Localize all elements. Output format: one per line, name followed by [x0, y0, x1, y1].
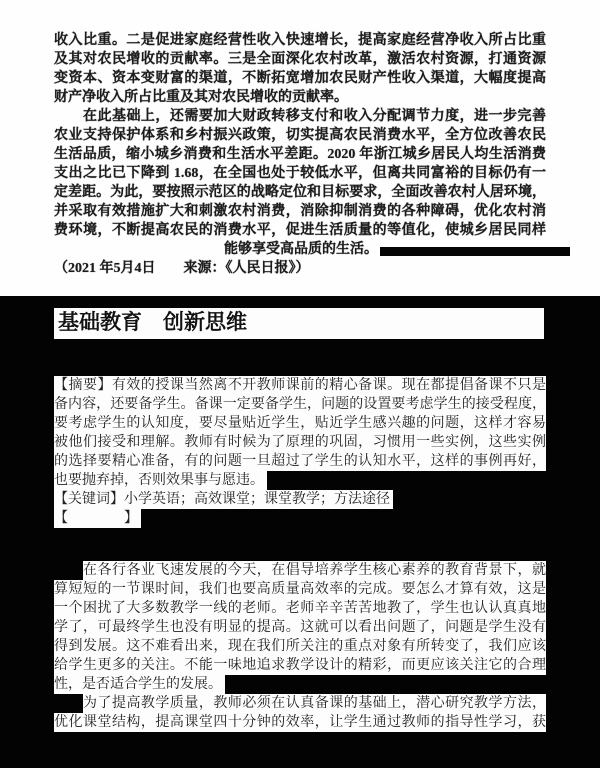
top-article-section [0, 0, 600, 296]
line-text: 优化课堂结构，提高课堂四十分钟的效率，让学生通过教师的指导性学习，获 [54, 715, 546, 730]
line-text: 【关键词】小学英语；高效课堂；课堂教学；方法途径 [54, 490, 393, 509]
line-text: 被他们接受和理解。教师有时候为了原理的巩固，习惯用一些实例，这些实例 [54, 435, 546, 450]
inverted-scan-section [0, 296, 600, 768]
text-line [54, 656, 546, 675]
line-text: 得到发展。这不难看出来，现在我们所关注的重点对象有所转变了，我们应该 [54, 639, 546, 654]
text-line [54, 395, 546, 414]
paragraph-gap [0, 528, 600, 561]
line-text: 能够享受高品质的生活。 [224, 242, 378, 257]
text-line: 定差距。为此，要按照示范区的战略定位和目标要求，全面改善农村人居环境， [54, 185, 546, 200]
body-paragraph-1 [54, 561, 546, 694]
text-line [54, 599, 546, 618]
text-line: 并采取有效措施扩大和刺激农村消费，消除抑制消费的各种障碍，优化农村消 [54, 204, 546, 219]
section-heading [54, 308, 544, 339]
line-text: 在各行各业飞速发展的今天，在倡导培养学生核心素养的教育背景下，就 [83, 563, 546, 578]
text-line [54, 414, 546, 433]
text-line: 在此基础上，还需要加大财政转移支付和收入分配调节力度，进一步完善 [83, 109, 546, 124]
text-line: 费环境，不断提高农民的消费水平，促进生活质量的等值化，使城乡居民同样 [54, 223, 546, 238]
top-paragraphs [54, 31, 600, 278]
text-line [54, 694, 546, 713]
text-line [54, 433, 546, 452]
redaction-bar [380, 247, 570, 256]
text-line: 变资本、资本变财富的渠道，不断拓宽增加农民财产性收入渠道，大幅度提高 [54, 71, 546, 86]
line-text: 的选择要精心准备，有的问题一旦超过了学生的认知水平，这样的事例再好， [54, 454, 546, 469]
text-line: 及其对农民增收的贡献率。三是全面深化农村改革，激活农村资源，打通资源 [54, 52, 546, 67]
text-line: 收入比重。二是促进家庭经营性收入快速增长，提高家庭经营净收入所占比重 [54, 33, 546, 48]
empty-brackets-block [54, 509, 546, 528]
body-paragraph-2 [54, 694, 546, 732]
text-line: 生活品质，缩小城乡消费和生活水平差距。2020 年浙江城乡居民人均生活消费 [54, 147, 546, 162]
text-line [54, 618, 546, 637]
keywords-line-block [54, 490, 546, 509]
text-line [54, 490, 546, 509]
line-text: 算短短的一节课时间，我们也要高质量高效率的完成。要怎么才算有效，这是 [54, 582, 546, 597]
line-text: 给学生更多的关注。不能一味地追求教学设计的精彩，而更应该关注它的合理 [54, 658, 546, 673]
heading-gap [0, 339, 600, 376]
text-line [54, 637, 546, 656]
section-heading-text: 基础教育 创新思维 [58, 310, 247, 334]
text-line: 财产净收入所占比重及其对农民增收的贡献率。 [54, 90, 348, 105]
line-text: 一个困扰了大多数教学一线的老师。老师辛辛苦苦地教了，学生也认认真真地 [54, 601, 546, 616]
text-line: 农业支持保护体系和乡村振兴政策，切实提高农民消费水平，全方位改善农民 [54, 128, 546, 143]
text-line: 支出之比已下降到 1.68，在全国也处于较低水平，但离共同富裕的目标仍有一 [54, 166, 546, 181]
text-line [54, 561, 546, 580]
line-text: 学了，可最终学生也没有明显的提高。这就可以看出问题了，问题是学生没有 [54, 620, 546, 635]
text-line [54, 471, 546, 490]
line-text: 备内容，还要备学生。备课一定要备学生，问题的设置要考虑学生的接受程度， [54, 397, 546, 412]
line-text: 性，是否适合学生的发展。 [54, 675, 225, 694]
line-text: 也要抛弃掉，否则效果事与愿违。 [54, 471, 267, 490]
line-text: 【摘要】有效的授课当然离不开教师课前的精心备课。现在都提倡备课不只是 [54, 378, 546, 393]
line-text: 【 】 [54, 509, 141, 528]
text-line [54, 580, 546, 599]
text-line: （2021 年5月4日 来源：《人民日报》） [54, 261, 310, 276]
text-line [54, 713, 546, 732]
abstract-block [54, 376, 546, 490]
text-line [54, 509, 546, 528]
text-line [54, 376, 546, 395]
line-text: 为了提高教学质量，教师必须在认真备课的基础上，潜心研究教学方法， [83, 696, 546, 711]
text-line [54, 240, 570, 259]
line-text: 要考虑学生的认知度，要尽量贴近学生，贴近学生感兴趣的问题，这样才容易 [54, 416, 546, 431]
text-line [54, 452, 546, 471]
text-line [54, 675, 546, 694]
